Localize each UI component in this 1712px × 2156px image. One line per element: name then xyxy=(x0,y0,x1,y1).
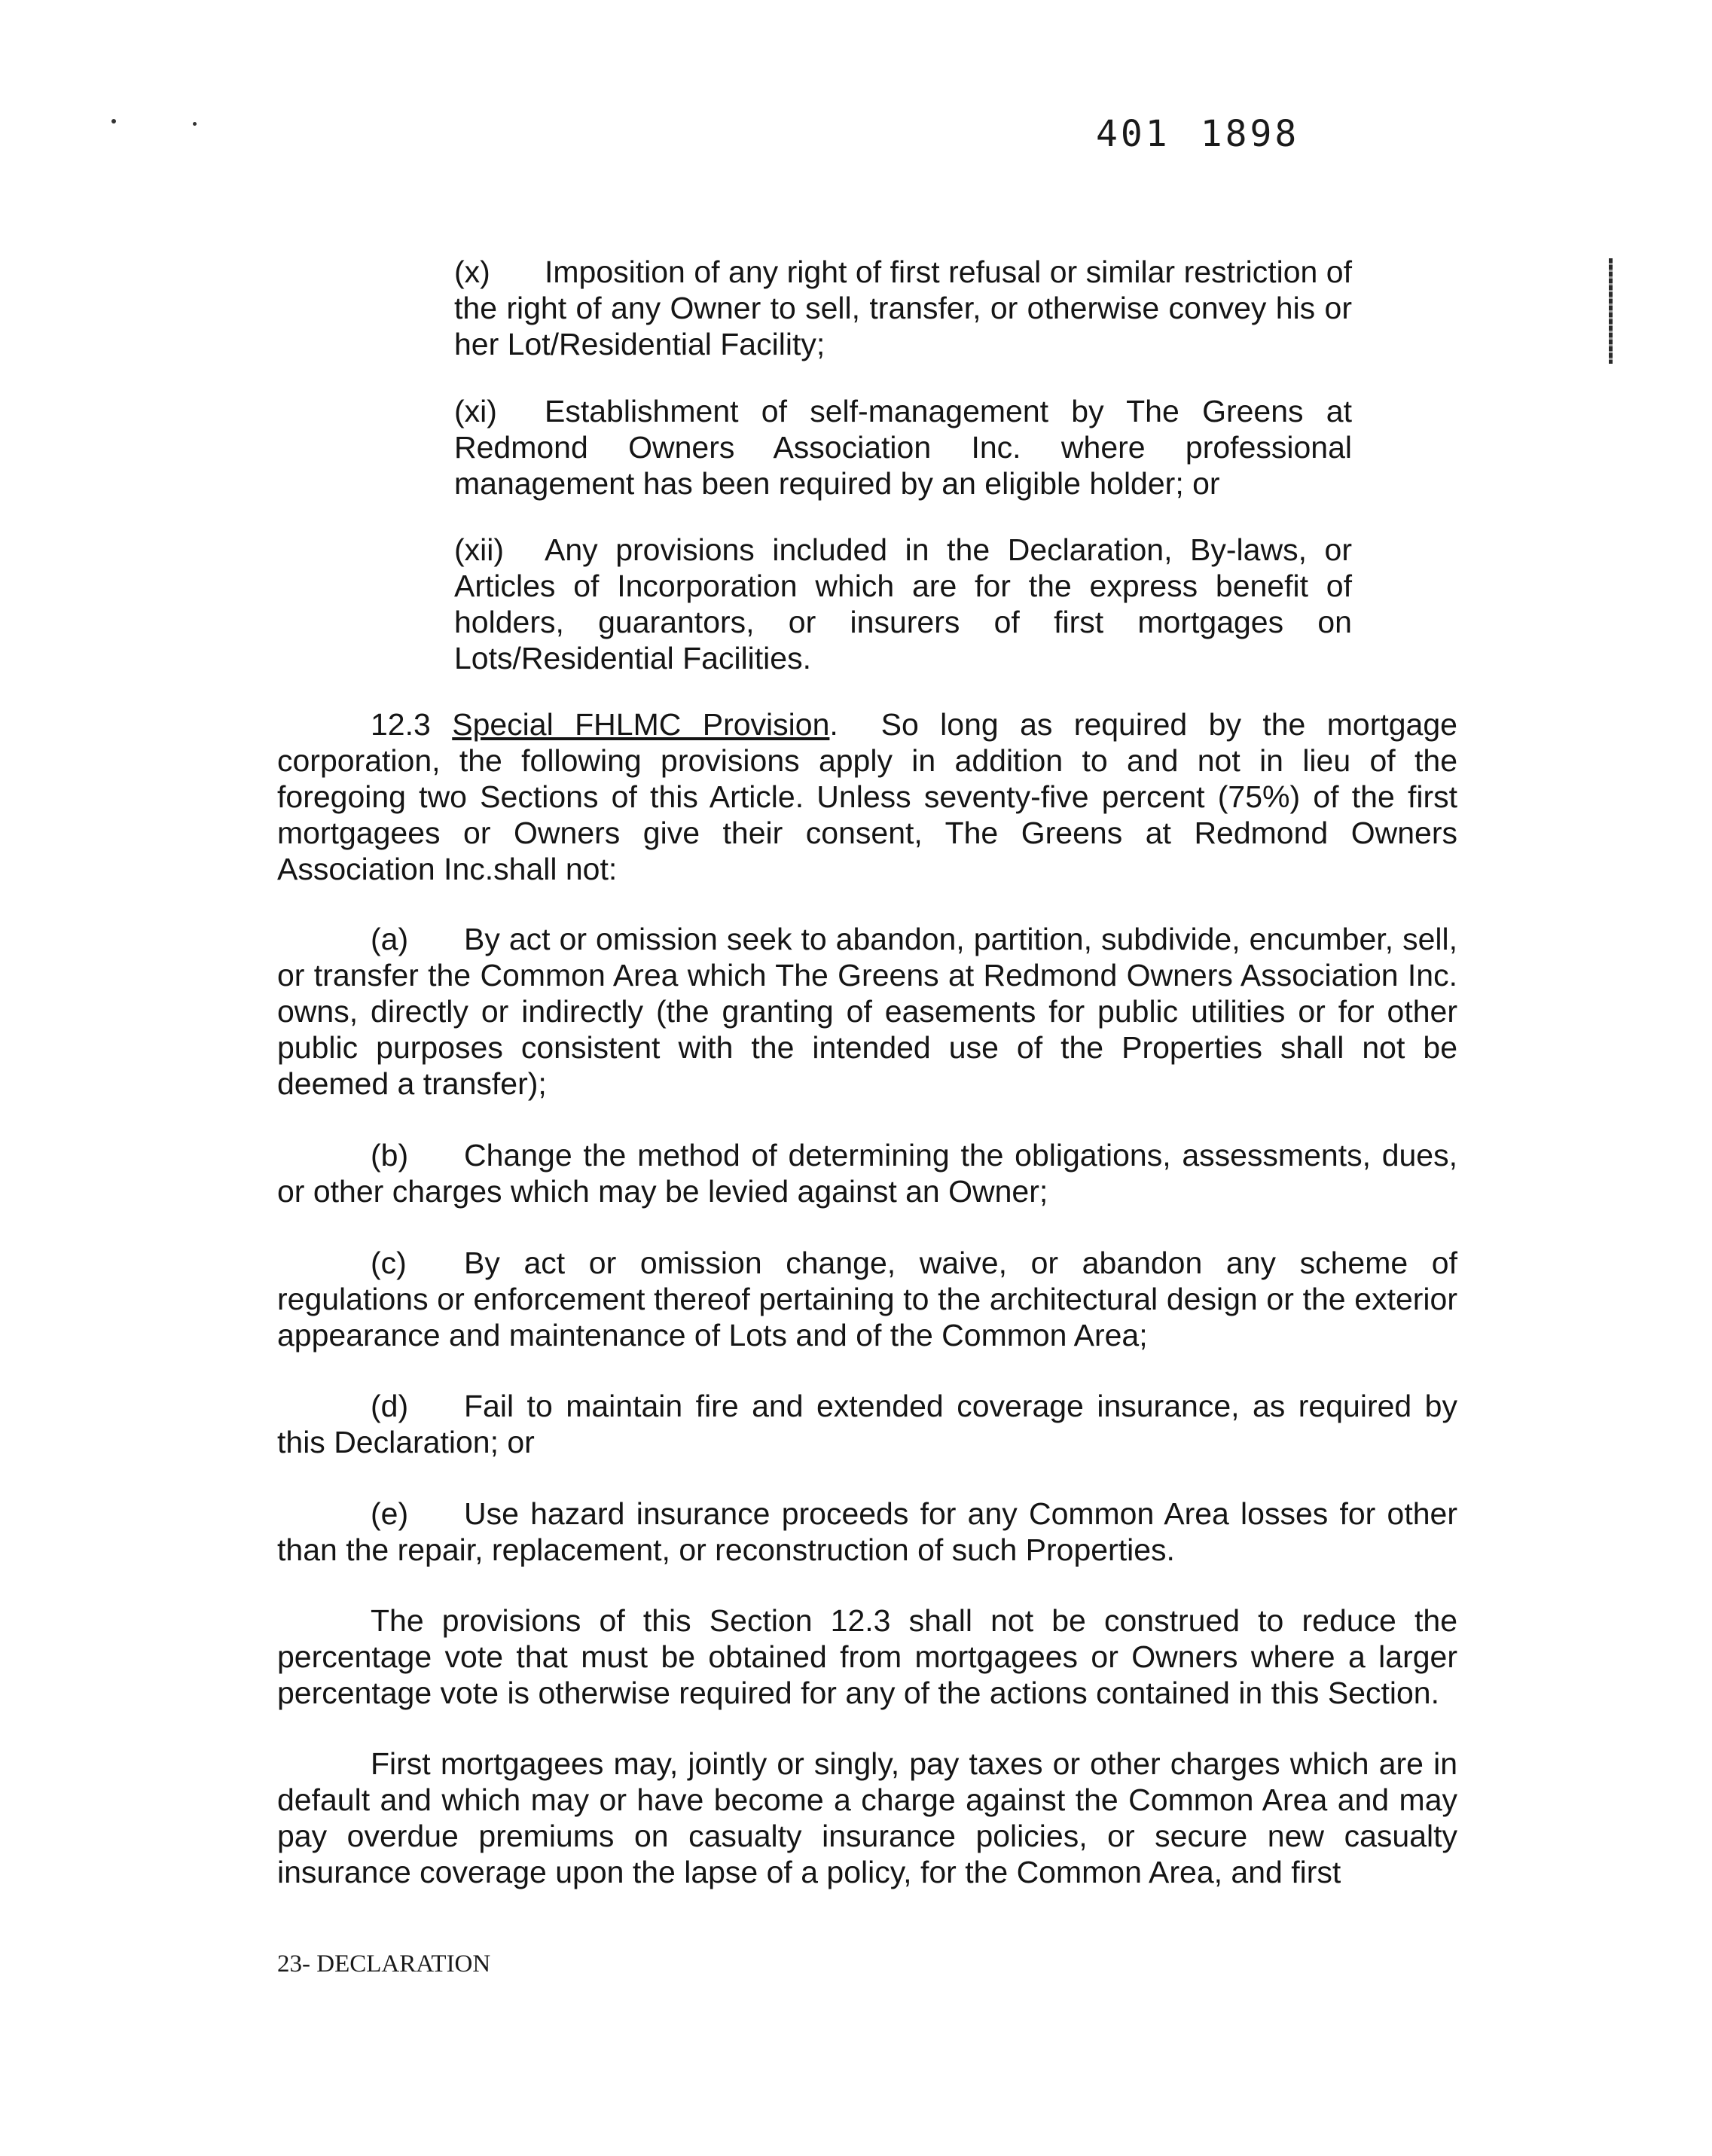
item-text: Establishment of self-management by The Greens at Redmond Owners Association Inc. where professional management has been required by an eligible holder; or xyxy=(454,394,1352,501)
section-text: So long as required by the mortgage corporation, the following provisions apply in addition to and not in lieu of the foregoing two Sections of this Article. Unless seventy-five percent (75%) of the first mortgagees or Owners give their consent, The Greens at Redmond Owners Association Inc.shall not: xyxy=(277,707,1457,886)
item-label: (x) xyxy=(454,255,490,289)
item-text: By act or omission seek to abandon, partition, subdivide, encumber, sell, or transfer the Common Area which The Greens at Redmond Owners Association Inc. owns, directly or indirectly (the granting of easements for public utilities or for other public purposes consistent with the intended use of the Properties shall not be deemed a transfer); xyxy=(277,922,1457,1101)
scan-margin-mark xyxy=(1609,258,1613,364)
recording-page-number xyxy=(1096,113,1299,155)
item-text: Fail to maintain fire and extended coverage insurance, as required by this Declaration; or xyxy=(277,1389,1457,1459)
page-reference: 1898 xyxy=(1200,113,1300,155)
list-item-b xyxy=(277,1137,1457,1209)
list-item-a xyxy=(277,921,1457,1102)
item-text: Any provisions included in the Declaration, By-laws, or Articles of Incorporation which are for the express benefit of holders, guarantors, or insurers of first mortgages on Lots/Residential Facilities. xyxy=(454,532,1352,675)
scan-speck xyxy=(111,119,116,124)
item-text: Use hazard insurance proceeds for any Common Area losses for other than the repair, replacement, or reconstruction of such Properties. xyxy=(277,1496,1457,1567)
item-label: (a) xyxy=(371,922,409,956)
closing-paragraph xyxy=(277,1603,1457,1711)
list-item-xi xyxy=(454,393,1352,502)
item-label: (c) xyxy=(371,1246,407,1280)
list-item-e xyxy=(277,1496,1457,1568)
list-item-xii xyxy=(454,532,1352,676)
item-label: (b) xyxy=(371,1138,409,1173)
paragraph-text: The provisions of this Section 12.3 shall not be construed to reduce the percentage vote that must be obtained from mortgagees or Owners where a larger percentage vote is otherwise required for any of the actions contained in this Section. xyxy=(277,1603,1457,1710)
list-item-d xyxy=(277,1388,1457,1460)
scan-speck xyxy=(193,122,197,126)
list-item-c xyxy=(277,1245,1457,1353)
list-item-x xyxy=(454,254,1352,362)
closing-paragraph xyxy=(277,1746,1457,1890)
item-text: By act or omission change, waive, or abandon any scheme of regulations or enforcement thereof pertaining to the architectural design or the exterior appearance and maintenance of Lots and of the Common Area; xyxy=(277,1246,1457,1352)
item-text: Change the method of determining the obligations, assessments, dues, or other charges which may be levied against an Owner; xyxy=(277,1138,1457,1209)
page-footer: 23- DECLARATION xyxy=(277,1950,491,1978)
item-label: (xi) xyxy=(454,394,497,428)
paragraph-text: First mortgagees may, jointly or singly, pay taxes or other charges which are in default and which may or have become a charge against the Common Area and may pay overdue premiums on casualty insurance policies, or secure new casualty insurance coverage upon the lapse of a policy, for the Common Area, and first xyxy=(277,1746,1457,1889)
section-12-3-paragraph: 12.3 Special FHLMC Provision. So long as required by the mortgage corporation, the following provisions apply in addition to and not in lieu of the foregoing two Sections of this Article. Unless seventy-five percent (75%) of the first mortgagees or Owners give their consent, The Greens at Redmond Owners Association Inc.shall not: xyxy=(277,707,1457,886)
item-label: (e) xyxy=(371,1496,409,1531)
item-label: (d) xyxy=(371,1389,409,1423)
section-heading: Special FHLMC Provision xyxy=(452,707,830,742)
book-number: 401 xyxy=(1096,113,1170,155)
item-text: Imposition of any right of first refusal or similar restriction of the right of any Owner to sell, transfer, or otherwise convey his or her Lot/Residential Facility; xyxy=(454,255,1352,361)
section-number: 12.3 xyxy=(371,707,431,742)
item-label: (xii) xyxy=(454,532,505,567)
